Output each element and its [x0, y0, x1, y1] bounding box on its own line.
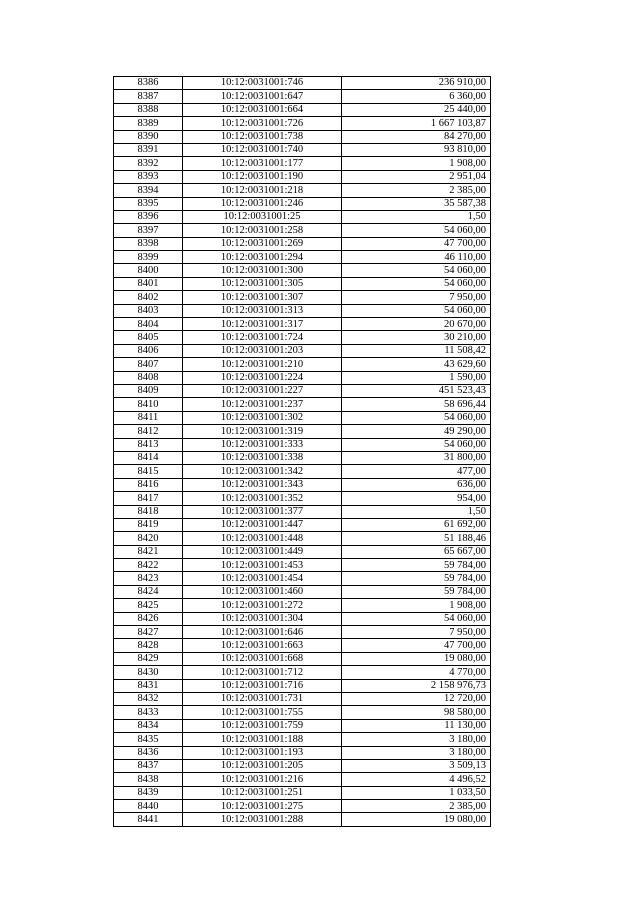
table-row	[114, 251, 491, 264]
table-row	[114, 90, 491, 103]
cadastral-value-cell: 61 692,00	[342, 518, 491, 531]
row-number-cell: 8399	[114, 251, 183, 264]
cadastral-value-cell: 7 950,00	[342, 626, 491, 639]
table-row	[114, 170, 491, 183]
row-number-cell: 8431	[114, 679, 183, 692]
row-number-cell: 8425	[114, 599, 183, 612]
table-row	[114, 304, 491, 317]
cadastral-value-cell: 1 667 103,87	[342, 117, 491, 130]
cadastral-number-cell: 10:12:0031001:454	[183, 572, 342, 585]
cadastral-number-cell: 10:12:0031001:258	[183, 224, 342, 237]
row-number-cell: 8440	[114, 800, 183, 813]
cadastral-number-cell: 10:12:0031001:663	[183, 639, 342, 652]
table-row	[114, 130, 491, 143]
table-row	[114, 773, 491, 786]
row-number-cell: 8435	[114, 733, 183, 746]
table-row	[114, 505, 491, 518]
table-row	[114, 237, 491, 250]
table-row	[114, 438, 491, 451]
row-number-cell: 8390	[114, 130, 183, 143]
cadastral-number-cell: 10:12:0031001:740	[183, 143, 342, 156]
table-row	[114, 572, 491, 585]
row-number-cell: 8436	[114, 746, 183, 759]
row-number-cell: 8389	[114, 117, 183, 130]
row-number-cell: 8441	[114, 813, 183, 826]
cadastral-number-cell: 10:12:0031001:246	[183, 197, 342, 210]
row-number-cell: 8419	[114, 518, 183, 531]
cadastral-number-cell: 10:12:0031001:352	[183, 492, 342, 505]
table-row	[114, 331, 491, 344]
table-row	[114, 800, 491, 813]
cadastral-value-cell: 84 270,00	[342, 130, 491, 143]
row-number-cell: 8406	[114, 344, 183, 357]
row-number-cell: 8388	[114, 103, 183, 116]
cadastral-number-cell: 10:12:0031001:224	[183, 371, 342, 384]
table-row	[114, 344, 491, 357]
cadastral-number-cell: 10:12:0031001:746	[183, 77, 342, 90]
cadastral-value-cell: 49 290,00	[342, 425, 491, 438]
table-row	[114, 518, 491, 531]
cadastral-number-cell: 10:12:0031001:338	[183, 451, 342, 464]
table-row	[114, 103, 491, 116]
cadastral-number-cell: 10:12:0031001:343	[183, 478, 342, 491]
cadastral-number-cell: 10:12:0031001:272	[183, 599, 342, 612]
cadastral-number-cell: 10:12:0031001:716	[183, 679, 342, 692]
cadastral-number-cell: 10:12:0031001:203	[183, 344, 342, 357]
cadastral-value-cell: 477,00	[342, 465, 491, 478]
cadastral-value-cell: 54 060,00	[342, 304, 491, 317]
table-row	[114, 451, 491, 464]
table-row	[114, 478, 491, 491]
cadastral-number-cell: 10:12:0031001:668	[183, 652, 342, 665]
row-number-cell: 8412	[114, 425, 183, 438]
cadastral-value-cell: 43 629,60	[342, 358, 491, 371]
table-row	[114, 652, 491, 665]
row-number-cell: 8401	[114, 277, 183, 290]
table-row	[114, 679, 491, 692]
row-number-cell: 8409	[114, 384, 183, 397]
cadastral-value-cell: 3 509,13	[342, 759, 491, 772]
row-number-cell: 8403	[114, 304, 183, 317]
row-number-cell: 8396	[114, 210, 183, 223]
cadastral-value-cell: 54 060,00	[342, 438, 491, 451]
row-number-cell: 8392	[114, 157, 183, 170]
row-number-cell: 8427	[114, 626, 183, 639]
cadastral-number-cell: 10:12:0031001:237	[183, 398, 342, 411]
table-row	[114, 277, 491, 290]
cadastral-number-cell: 10:12:0031001:205	[183, 759, 342, 772]
row-number-cell: 8402	[114, 291, 183, 304]
cadastral-value-cell: 451 523,43	[342, 384, 491, 397]
cadastral-value-cell: 11 508,42	[342, 344, 491, 357]
row-number-cell: 8429	[114, 652, 183, 665]
row-number-cell: 8418	[114, 505, 183, 518]
cadastral-value-cell: 98 580,00	[342, 706, 491, 719]
table-row	[114, 210, 491, 223]
cadastral-value-cell: 25 440,00	[342, 103, 491, 116]
row-number-cell: 8386	[114, 77, 183, 90]
table-row	[114, 706, 491, 719]
cadastral-value-cell: 2 951,04	[342, 170, 491, 183]
table-row	[114, 291, 491, 304]
cadastral-number-cell: 10:12:0031001:188	[183, 733, 342, 746]
cadastral-value-cell: 6 360,00	[342, 90, 491, 103]
cadastral-value-cell: 54 060,00	[342, 224, 491, 237]
cadastral-value-cell: 59 784,00	[342, 585, 491, 598]
row-number-cell: 8433	[114, 706, 183, 719]
cadastral-value-cell: 3 180,00	[342, 733, 491, 746]
row-number-cell: 8414	[114, 451, 183, 464]
cadastral-value-cell: 1,50	[342, 210, 491, 223]
cadastral-number-cell: 10:12:0031001:216	[183, 773, 342, 786]
cadastral-number-cell: 10:12:0031001:333	[183, 438, 342, 451]
cadastral-value-cell: 93 810,00	[342, 143, 491, 156]
cadastral-number-cell: 10:12:0031001:251	[183, 786, 342, 799]
table-row	[114, 813, 491, 826]
row-number-cell: 8413	[114, 438, 183, 451]
table-row	[114, 384, 491, 397]
table-row	[114, 371, 491, 384]
table-row	[114, 184, 491, 197]
table-row	[114, 585, 491, 598]
cadastral-value-cell: 54 060,00	[342, 612, 491, 625]
row-number-cell: 8408	[114, 371, 183, 384]
row-number-cell: 8395	[114, 197, 183, 210]
table-row	[114, 358, 491, 371]
table-row	[114, 157, 491, 170]
cadastral-value-cell: 636,00	[342, 478, 491, 491]
row-number-cell: 8423	[114, 572, 183, 585]
cadastral-number-cell: 10:12:0031001:304	[183, 612, 342, 625]
cadastral-number-cell: 10:12:0031001:269	[183, 237, 342, 250]
cadastral-value-table	[113, 76, 491, 827]
row-number-cell: 8404	[114, 318, 183, 331]
cadastral-value-cell: 35 587,38	[342, 197, 491, 210]
row-number-cell: 8420	[114, 532, 183, 545]
cadastral-value-cell: 1 033,50	[342, 786, 491, 799]
cadastral-number-cell: 10:12:0031001:177	[183, 157, 342, 170]
cadastral-number-cell: 10:12:0031001:307	[183, 291, 342, 304]
cadastral-number-cell: 10:12:0031001:731	[183, 692, 342, 705]
table-row	[114, 626, 491, 639]
cadastral-value-cell: 58 696,44	[342, 398, 491, 411]
cadastral-number-cell: 10:12:0031001:449	[183, 545, 342, 558]
row-number-cell: 8410	[114, 398, 183, 411]
cadastral-value-cell: 54 060,00	[342, 411, 491, 424]
table-row	[114, 264, 491, 277]
table-row	[114, 612, 491, 625]
table-row	[114, 197, 491, 210]
row-number-cell: 8411	[114, 411, 183, 424]
cadastral-number-cell: 10:12:0031001:275	[183, 800, 342, 813]
table-row	[114, 77, 491, 90]
row-number-cell: 8424	[114, 585, 183, 598]
cadastral-number-cell: 10:12:0031001:302	[183, 411, 342, 424]
cadastral-value-cell: 11 130,00	[342, 719, 491, 732]
row-number-cell: 8437	[114, 759, 183, 772]
row-number-cell: 8434	[114, 719, 183, 732]
cadastral-value-cell: 3 180,00	[342, 746, 491, 759]
row-number-cell: 8439	[114, 786, 183, 799]
cadastral-number-cell: 10:12:0031001:342	[183, 465, 342, 478]
cadastral-number-cell: 10:12:0031001:664	[183, 103, 342, 116]
cadastral-number-cell: 10:12:0031001:193	[183, 746, 342, 759]
row-number-cell: 8387	[114, 90, 183, 103]
row-number-cell: 8421	[114, 545, 183, 558]
cadastral-value-cell: 1,50	[342, 505, 491, 518]
cadastral-value-cell: 30 210,00	[342, 331, 491, 344]
cadastral-value-cell: 1 908,00	[342, 157, 491, 170]
table-row	[114, 532, 491, 545]
cadastral-value-cell: 4 770,00	[342, 666, 491, 679]
row-number-cell: 8438	[114, 773, 183, 786]
cadastral-number-cell: 10:12:0031001:218	[183, 184, 342, 197]
table-row	[114, 666, 491, 679]
row-number-cell: 8432	[114, 692, 183, 705]
cadastral-number-cell: 10:12:0031001:25	[183, 210, 342, 223]
table-row	[114, 411, 491, 424]
table-row	[114, 492, 491, 505]
cadastral-number-cell: 10:12:0031001:759	[183, 719, 342, 732]
row-number-cell: 8422	[114, 559, 183, 572]
cadastral-number-cell: 10:12:0031001:313	[183, 304, 342, 317]
table-row	[114, 719, 491, 732]
cadastral-number-cell: 10:12:0031001:448	[183, 532, 342, 545]
cadastral-value-cell: 54 060,00	[342, 264, 491, 277]
table-row	[114, 559, 491, 572]
row-number-cell: 8426	[114, 612, 183, 625]
cadastral-value-cell: 46 110,00	[342, 251, 491, 264]
row-number-cell: 8393	[114, 170, 183, 183]
cadastral-number-cell: 10:12:0031001:447	[183, 518, 342, 531]
cadastral-number-cell: 10:12:0031001:288	[183, 813, 342, 826]
cadastral-number-cell: 10:12:0031001:646	[183, 626, 342, 639]
table-row	[114, 318, 491, 331]
cadastral-number-cell: 10:12:0031001:724	[183, 331, 342, 344]
cadastral-number-cell: 10:12:0031001:647	[183, 90, 342, 103]
cadastral-number-cell: 10:12:0031001:738	[183, 130, 342, 143]
table-row	[114, 692, 491, 705]
cadastral-value-cell: 47 700,00	[342, 639, 491, 652]
row-number-cell: 8428	[114, 639, 183, 652]
table-row	[114, 786, 491, 799]
table-row	[114, 746, 491, 759]
cadastral-value-cell: 59 784,00	[342, 572, 491, 585]
row-number-cell: 8405	[114, 331, 183, 344]
cadastral-value-cell: 2 385,00	[342, 800, 491, 813]
cadastral-value-cell: 59 784,00	[342, 559, 491, 572]
cadastral-number-cell: 10:12:0031001:712	[183, 666, 342, 679]
cadastral-value-cell: 54 060,00	[342, 277, 491, 290]
table-row	[114, 465, 491, 478]
cadastral-value-cell: 954,00	[342, 492, 491, 505]
cadastral-number-cell: 10:12:0031001:210	[183, 358, 342, 371]
row-number-cell: 8417	[114, 492, 183, 505]
cadastral-number-cell: 10:12:0031001:755	[183, 706, 342, 719]
cadastral-value-cell: 2 158 976,73	[342, 679, 491, 692]
row-number-cell: 8391	[114, 143, 183, 156]
cadastral-value-cell: 51 188,46	[342, 532, 491, 545]
cadastral-number-cell: 10:12:0031001:305	[183, 277, 342, 290]
cadastral-value-cell: 12 720,00	[342, 692, 491, 705]
cadastral-value-cell: 4 496,52	[342, 773, 491, 786]
row-number-cell: 8394	[114, 184, 183, 197]
row-number-cell: 8416	[114, 478, 183, 491]
cadastral-number-cell: 10:12:0031001:300	[183, 264, 342, 277]
table-row	[114, 117, 491, 130]
table-row	[114, 425, 491, 438]
cadastral-value-cell: 236 910,00	[342, 77, 491, 90]
cadastral-value-cell: 7 950,00	[342, 291, 491, 304]
cadastral-value-cell: 2 385,00	[342, 184, 491, 197]
table-row	[114, 733, 491, 746]
row-number-cell: 8398	[114, 237, 183, 250]
cadastral-value-cell: 19 080,00	[342, 813, 491, 826]
cadastral-number-cell: 10:12:0031001:319	[183, 425, 342, 438]
table-row	[114, 639, 491, 652]
table-row	[114, 599, 491, 612]
cadastral-number-cell: 10:12:0031001:377	[183, 505, 342, 518]
row-number-cell: 8407	[114, 358, 183, 371]
cadastral-value-cell: 20 670,00	[342, 318, 491, 331]
cadastral-value-cell: 19 080,00	[342, 652, 491, 665]
cadastral-number-cell: 10:12:0031001:460	[183, 585, 342, 598]
table-body	[114, 77, 491, 827]
cadastral-value-cell: 47 700,00	[342, 237, 491, 250]
cadastral-value-cell: 1 908,00	[342, 599, 491, 612]
cadastral-number-cell: 10:12:0031001:190	[183, 170, 342, 183]
cadastral-number-cell: 10:12:0031001:294	[183, 251, 342, 264]
row-number-cell: 8430	[114, 666, 183, 679]
cadastral-number-cell: 10:12:0031001:227	[183, 384, 342, 397]
cadastral-value-cell: 31 800,00	[342, 451, 491, 464]
table-row	[114, 224, 491, 237]
table-row	[114, 398, 491, 411]
row-number-cell: 8400	[114, 264, 183, 277]
cadastral-value-cell: 1 590,00	[342, 371, 491, 384]
row-number-cell: 8415	[114, 465, 183, 478]
cadastral-value-cell: 65 667,00	[342, 545, 491, 558]
cadastral-number-cell: 10:12:0031001:726	[183, 117, 342, 130]
table-row	[114, 545, 491, 558]
table-row	[114, 759, 491, 772]
table-row	[114, 143, 491, 156]
row-number-cell: 8397	[114, 224, 183, 237]
cadastral-number-cell: 10:12:0031001:317	[183, 318, 342, 331]
cadastral-number-cell: 10:12:0031001:453	[183, 559, 342, 572]
